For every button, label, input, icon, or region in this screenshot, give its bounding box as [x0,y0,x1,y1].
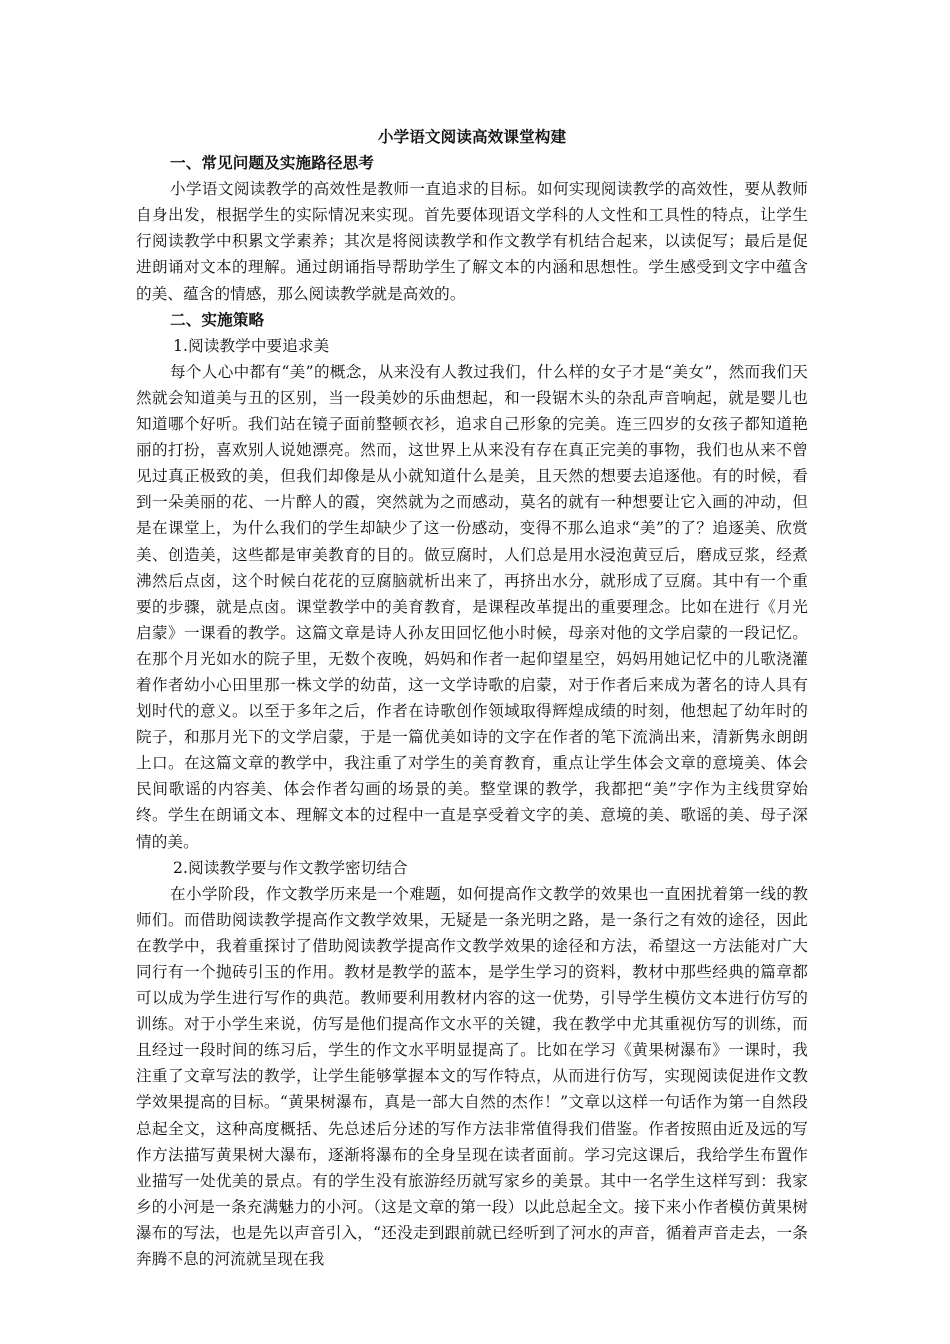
subsection-heading-1: 1.阅读教学中要追求美 [173,336,330,355]
section-heading-2: 二、实施策略 [170,309,265,329]
subsection-2-paragraph: 在小学阶段，作文教学历来是一个难题，如何提高作文教学的效果也一直困扰着第一线的教师们。而借助阅读教学提高作文教学效果，无疑是一条光明之路，是一条行之有效的途径，因此在教学中，我着重探讨了借助阅读教学提高作文教学效果的途径和方法，希望这一方法能对广大同行有一个抛砖引玉的作用。教材是教学的蓝本，是学生学习的资料，教材中那些经典的篇章都可以成为学生进行写作的典范。教师要利用教材内容的这一优势，引导学生模仿文本进行仿写的训练。对于小学生来说，仿写是他们提高作文水平的关键，我在教学中尤其重视仿写的训练，而且经过一段时间的练习后，学生的作文水平明显提高了。比如在学习《黄果树瀑布》一课时，我注重了文章写法的教学，让学生能够掌握本文的写作特点，从而进行仿写，实现阅读促进作文教学效果提高的目标。“黄果树瀑布，真是一部大自然的杰作！”文章以这样一句话作为第一自然段总起全文，这种高度概括、先总述后分述的写作方法非常值得我们借鉴。作者按照由近及远的写作方法描写黄果树大瀑布，逐渐将瀑布的全身呈现在读者面前。学习完这课后，我给学生布置作业描写一处优美的景点。有的学生没有旅游经历就写家乡的美景。其中一名学生这样写到：我家乡的小河是一条充满魅力的小河。（这是文章的第一段）以此总起全文。接下来小作者模仿黄果树瀑布的写法，也是先以声音引入，“还没走到跟前就已经听到了河水的声音，循着声音走去，一条奔腾不息的河流就呈现在我 [136,884,808,1269]
section-1-paragraph: 小学语文阅读教学的高效性是教师一直追求的目标。如何实现阅读教学的高效性，要从教师自身出发，根据学生的实际情况来实现。首先要体现语文学科的人文性和工具性的特点，让学生行阅读教学中积累文学素养；其次是将阅读教学和作文教学有机结合起来，以读促写；最后是促进朗诵对文本的理解。通过朗诵指导帮助学生了解文本的内涵和思想性。学生感受到文字中蕴含的美、蕴含的情感，那么阅读教学就是高效的。 [136,180,808,303]
subsection-1-paragraph: 每个人心中都有“美”的概念，从来没有人教过我们，什么样的女子才是“美女”，然而我们天然就会知道美与丑的区别，当一段美妙的乐曲想起，和一段锯木头的杂乱声音响起，就是婴儿也知道哪个好听。我们站在镜子面前整顿衣衫，追求自己形象的完美。连三四岁的女孩子都知道艳丽的打扮，喜欢别人说她漂亮。然而，这世界上从来没有存在真正完美的事物，我们也从来不曾见过真正极致的美，但我们却像是从小就知道什么是美，且天然的想要去追逐他。有的时候，看到一朵美丽的花、一片醉人的霞，突然就为之而感动，莫名的就有一种想要让它入画的冲动，但是在课堂上，为什么我们的学生却缺少了这一份感动，变得不那么追求“美”的了？追逐美、欣赏美、创造美，这些都是审美教育的目的。做豆腐时，人们总是用水浸泡黄豆后，磨成豆浆，经煮沸然后点卤，这个时候白花花的豆腐脑就析出来了，再挤出水分，就形成了豆腐。其中有一个重要的步骤，就是点卤。课堂教学中的美育教育，是课程改革提出的重要理念。比如在进行《月光启蒙》一课看的教学。这篇文章是诗人孙友田回忆他小时候，母亲对他的文学启蒙的一段记忆。在那个月光如水的院子里，无数个夜晚，妈妈和作者一起仰望星空，妈妈用她记忆中的儿歌浇灌着作者幼小心田里那一株文学的幼苗，这一文学诗歌的启蒙，对于作者后来成为著名的诗人具有划时代的意义。以至于多年之后，作者在诗歌创作领域取得辉煌成绩的时刻，他想起了幼年时的院子，和那月光下的文学启蒙，于是一篇优美如诗的文字在作者的笔下流淌出来，清新隽永朗朗上口。在这篇文章的教学中，我注重了对学生的美育教育，重点让学生体会文章的意境美、体会民间歌谣的内容美、体会作者勾画的场景的美。整堂课的教学，我都把“美”字作为主线贯穿始终。学生在朗诵文本、理解文本的过程中一直是享受着文字的美、意境的美、歌谣的美、母子深情的美。 [136,362,808,851]
document-content [136,124,808,1272]
document-title: 小学语文阅读高效课堂构建 [377,127,567,146]
section-heading-1: 一、常见问题及实施路径思考 [170,153,375,173]
subsection-heading-2: 2.阅读教学要与作文教学密切结合 [173,858,408,877]
